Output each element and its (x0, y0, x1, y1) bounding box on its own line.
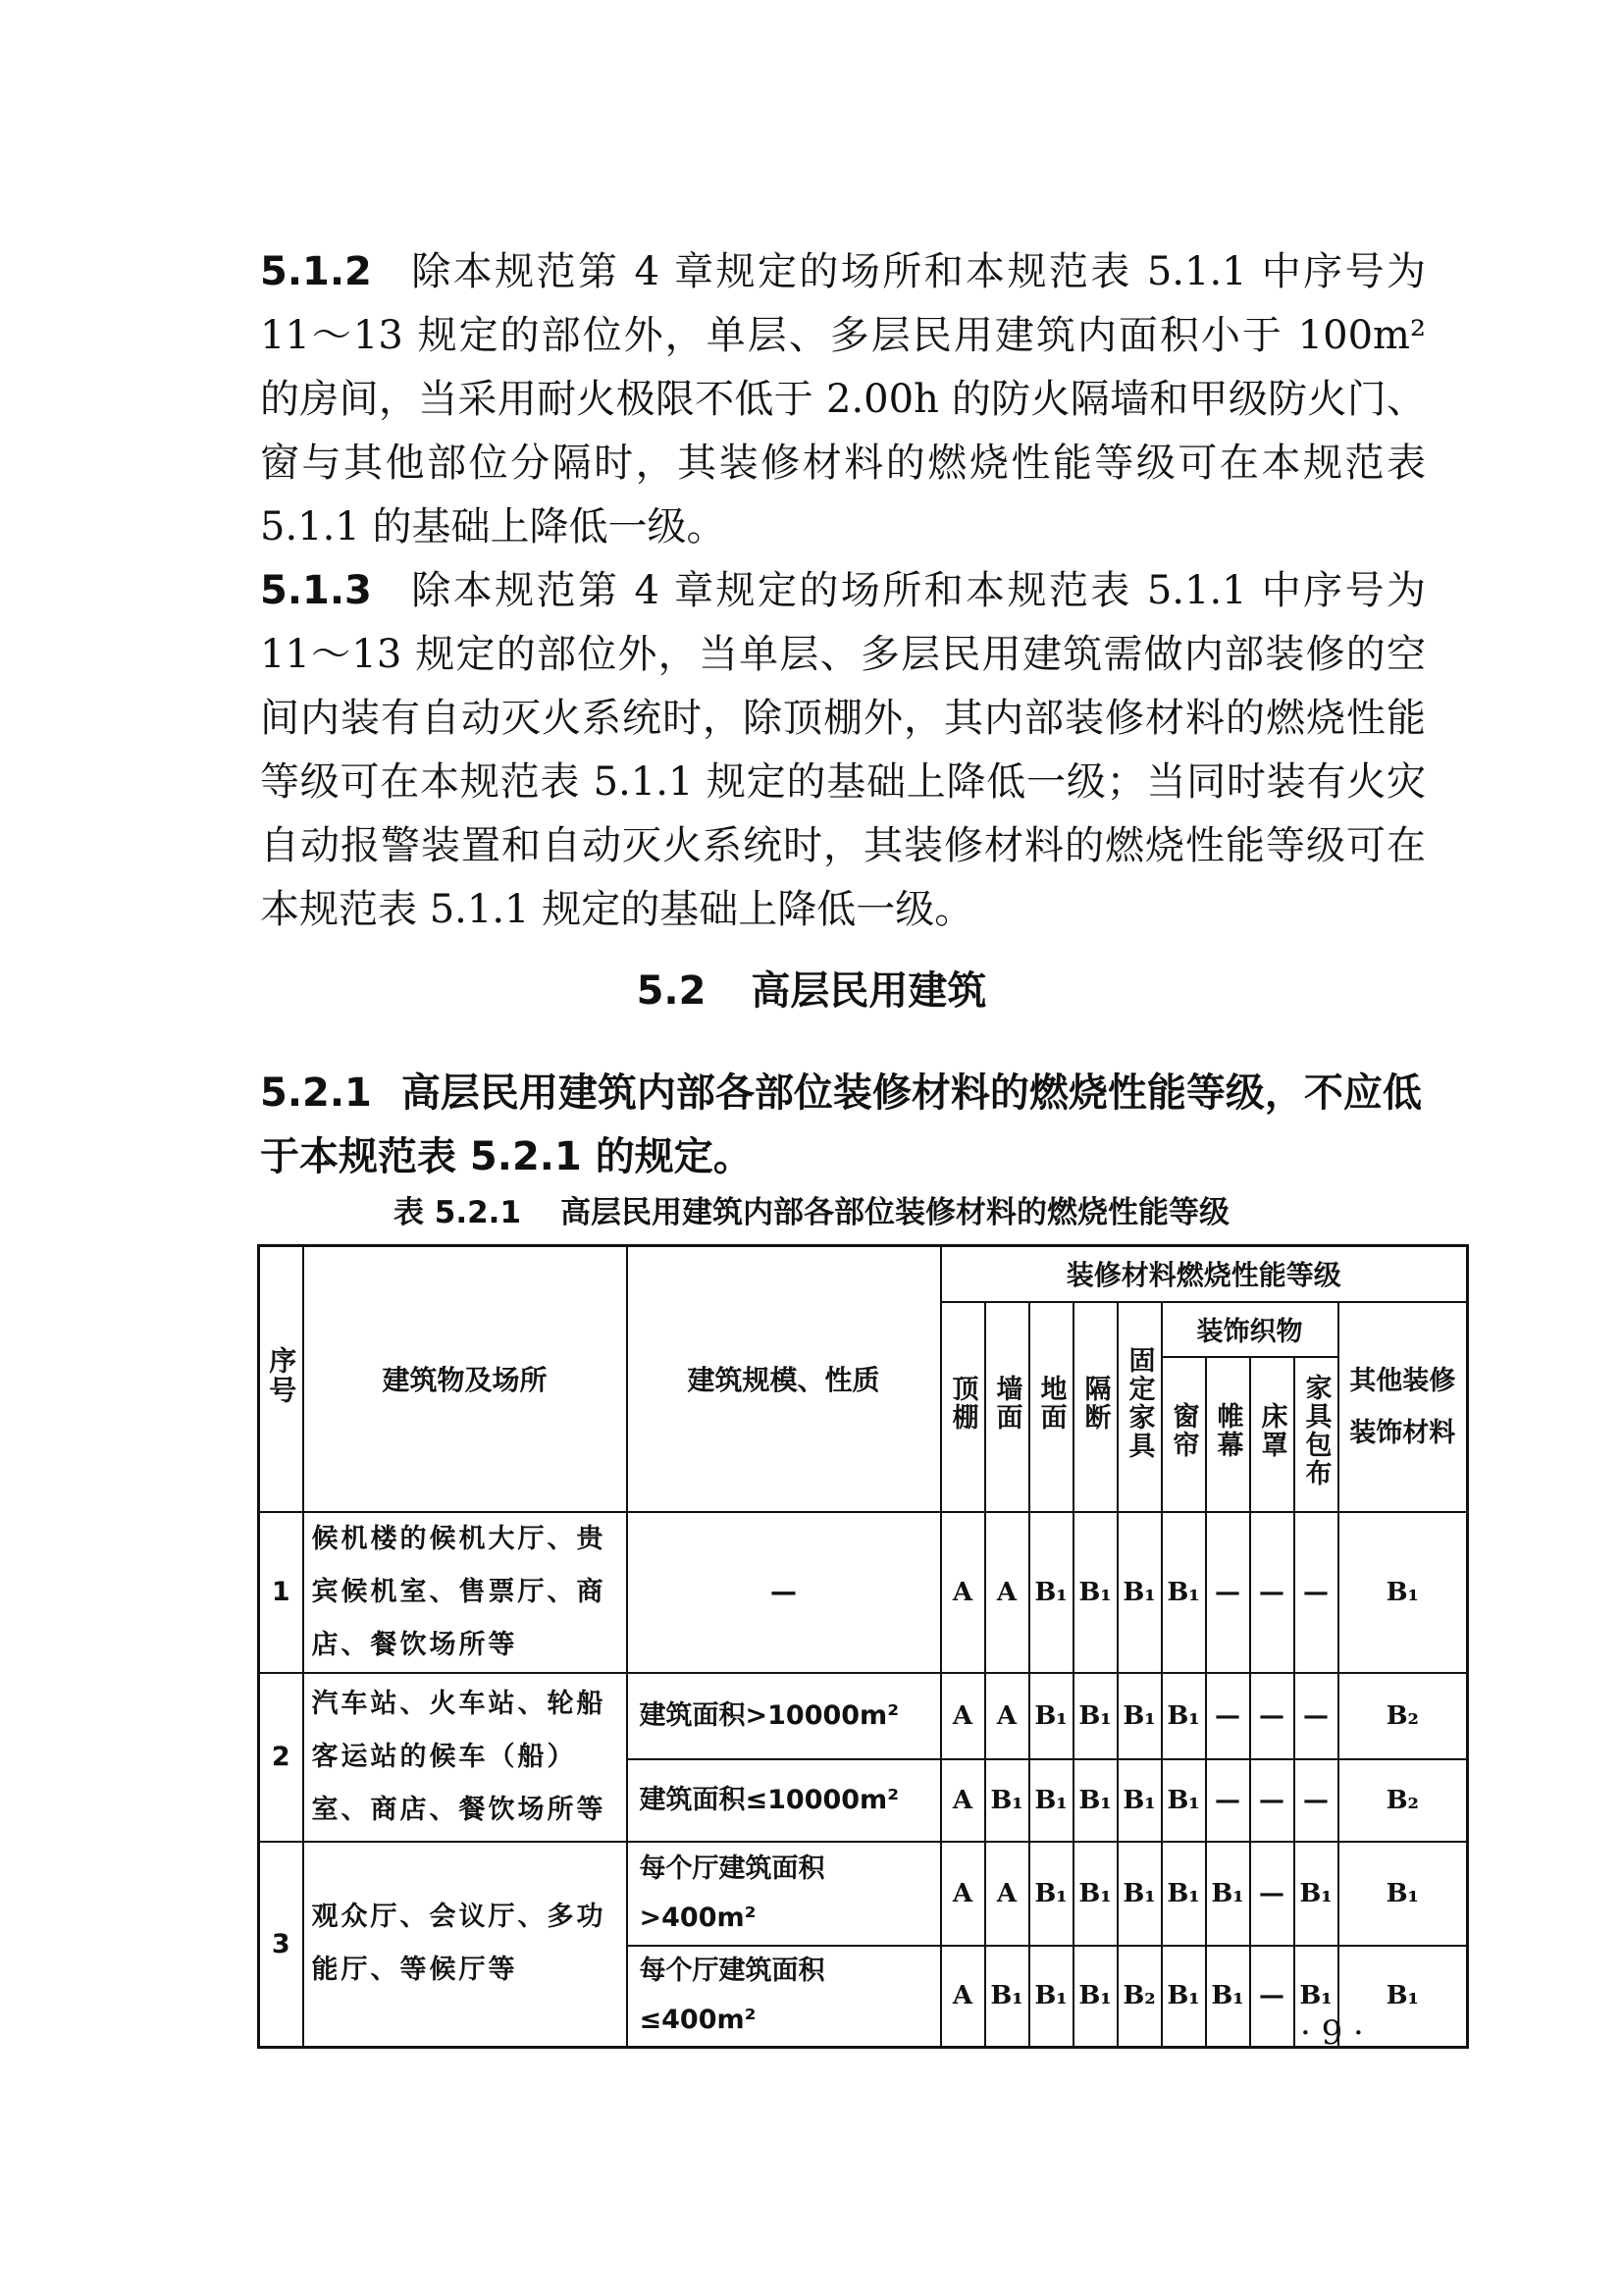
grade-cell: A (941, 1673, 985, 1759)
grade-cell: B₁ (1162, 1842, 1206, 1946)
row-place: 汽车站、火车站、轮船客运站的候车（船）室、商店、餐饮场所等 (303, 1673, 627, 1842)
row-scale: 建筑面积>10000m² (627, 1673, 941, 1759)
header-partition: 隔断 (1073, 1302, 1118, 1512)
grade-cell: — (1250, 1946, 1294, 2048)
grade-cell: B₂ (1118, 1946, 1162, 2048)
grade-cell: — (1294, 1759, 1338, 1842)
paragraph-text: 除本规范第 4 章规定的场所和本规范表 5.1.1 中序号为 11～13 规定的部位外，当单层、多层民用建筑需做内部装修的空间内装有自动灭火系统时，除顶棚外，其内部装修材料的燃烧性能等级可在本规范表 5.1.1 规定的基础上降低一级；当同时装有火灾自动报警装置和自动灭火系统时，其装修材料的燃烧性能等级可在本规范表 5.1.1 规定的基础上降低一级。 (260, 568, 1426, 932)
clause-text: 高层民用建筑内部各部位装修材料的燃烧性能等级，不应低于本规范表 5.2.1 的规定。 (260, 1070, 1422, 1179)
grade-cell: A (941, 1512, 985, 1673)
grade-cell: B₁ (1162, 1759, 1206, 1842)
grade-cell: — (1206, 1759, 1250, 1842)
grade-cell: B₁ (985, 1946, 1029, 2048)
grade-cell: B₁ (1162, 1512, 1206, 1673)
grade-cell: — (1206, 1673, 1250, 1759)
table-title: 高层民用建筑内部各部位装修材料的燃烧性能等级 (560, 1195, 1230, 1230)
header-furniture: 固定家具 (1118, 1302, 1162, 1512)
row-place: 观众厅、会议厅、多功能厅、等候厅等 (303, 1842, 627, 2048)
grade-cell: A (941, 1842, 985, 1946)
header-upholstery: 家具包布 (1294, 1357, 1338, 1512)
grade-cell: B₁ (1073, 1842, 1118, 1946)
clause-number: 5.1.3 (260, 568, 372, 613)
table-row (259, 1673, 1468, 1759)
grade-cell: — (1250, 1673, 1294, 1759)
header-place: 建筑物及场所 (303, 1246, 627, 1512)
row-scale: 建筑面积≤10000m² (627, 1759, 941, 1842)
grade-cell: — (1206, 1512, 1250, 1673)
grade-cell: B₁ (1294, 1946, 1338, 2048)
grade-cell: — (1250, 1759, 1294, 1842)
fire-grade-table (257, 1244, 1469, 2049)
grade-cell: B₁ (1029, 1946, 1073, 2048)
grade-cell: B₁ (1162, 1946, 1206, 2048)
grade-cell: A (985, 1673, 1029, 1759)
grade-cell: — (1250, 1512, 1294, 1673)
grade-cell: B₁ (1073, 1946, 1118, 2048)
grade-cell: B₁ (1029, 1759, 1073, 1842)
section-title: 高层民用建筑 (751, 968, 987, 1014)
grade-cell: B₁ (1338, 1842, 1468, 1946)
row-scale: — (627, 1512, 941, 1673)
grade-cell: B₁ (1338, 1512, 1468, 1673)
grade-cell: A (985, 1512, 1029, 1673)
grade-cell: B₁ (1118, 1759, 1162, 1842)
section-number: 5.2 (636, 968, 707, 1014)
grade-cell: B₁ (1206, 1842, 1250, 1946)
paragraph-text: 除本规范第 4 章规定的场所和本规范表 5.1.1 中序号为 11～13 规定的部位外，单层、多层民用建筑内面积小于 100m² 的房间，当采用耐火极限不低于 2.00h 的防火隔墙和甲级防火门、窗与其他部位分隔时，其装修材料的燃烧性能等级可在本规范表 5.1.1 的基础上降低一级。 (260, 249, 1426, 549)
clause-5-2-1 (260, 1062, 1426, 1189)
grade-cell: B₁ (1118, 1512, 1162, 1673)
grade-cell: B₂ (1338, 1759, 1468, 1842)
table-caption (0, 1187, 1623, 1231)
grade-cell: B₂ (1338, 1673, 1468, 1759)
row-scale: 每个厅建筑面积≤400m² (627, 1946, 941, 2048)
header-grade-group: 装修材料燃烧性能等级 (941, 1246, 1468, 1302)
grade-cell: — (1294, 1673, 1338, 1759)
table-row (259, 1512, 1468, 1673)
grade-cell: B₁ (1029, 1842, 1073, 1946)
grade-cell: B₁ (1118, 1673, 1162, 1759)
row-place: 候机楼的候机大厅、贵宾候机室、售票厅、商店、餐饮场所等 (303, 1512, 627, 1673)
row-seq: 2 (259, 1673, 303, 1842)
paragraph-5-1-3 (260, 559, 1426, 942)
section-heading (0, 960, 1623, 1016)
grade-cell: A (985, 1842, 1029, 1946)
grade-cell: B₁ (1029, 1673, 1073, 1759)
header-floor: 地面 (1029, 1302, 1073, 1512)
grade-cell: B₁ (1206, 1946, 1250, 2048)
row-seq: 3 (259, 1842, 303, 2048)
clause-number: 5.2.1 (260, 1070, 372, 1116)
header-wall: 墙面 (985, 1302, 1029, 1512)
row-scale: 每个厅建筑面积>400m² (627, 1842, 941, 1946)
grade-cell: B₁ (1029, 1512, 1073, 1673)
grade-cell: A (941, 1946, 985, 2048)
header-bedcover: 床罩 (1250, 1357, 1294, 1512)
grade-cell: — (1250, 1842, 1294, 1946)
header-textile: 装饰织物 (1162, 1302, 1338, 1357)
grade-cell: B₁ (985, 1759, 1029, 1842)
clause-number: 5.1.2 (260, 249, 372, 294)
header-drape: 帷幕 (1206, 1357, 1250, 1512)
header-other: 其他装修装饰材料 (1338, 1302, 1468, 1512)
grade-cell: B₁ (1073, 1673, 1118, 1759)
grade-cell: B₁ (1118, 1842, 1162, 1946)
page-number: · 9 · (1300, 2013, 1364, 2053)
grade-cell: A (941, 1759, 985, 1842)
table-number: 表 5.2.1 (393, 1195, 522, 1230)
grade-cell: B₁ (1073, 1512, 1118, 1673)
row-seq: 1 (259, 1512, 303, 1673)
grade-cell: B₁ (1073, 1759, 1118, 1842)
header-seq: 序号 (259, 1246, 303, 1512)
table-row (259, 1842, 1468, 1946)
header-scale: 建筑规模、性质 (627, 1246, 941, 1512)
grade-cell: B₁ (1162, 1673, 1206, 1759)
header-curtain: 窗帘 (1162, 1357, 1206, 1512)
grade-cell: B₁ (1338, 1946, 1468, 2048)
paragraph-5-1-2 (260, 240, 1426, 559)
header-ceiling: 顶棚 (941, 1302, 985, 1512)
grade-cell: — (1294, 1512, 1338, 1673)
grade-cell: B₁ (1294, 1842, 1338, 1946)
